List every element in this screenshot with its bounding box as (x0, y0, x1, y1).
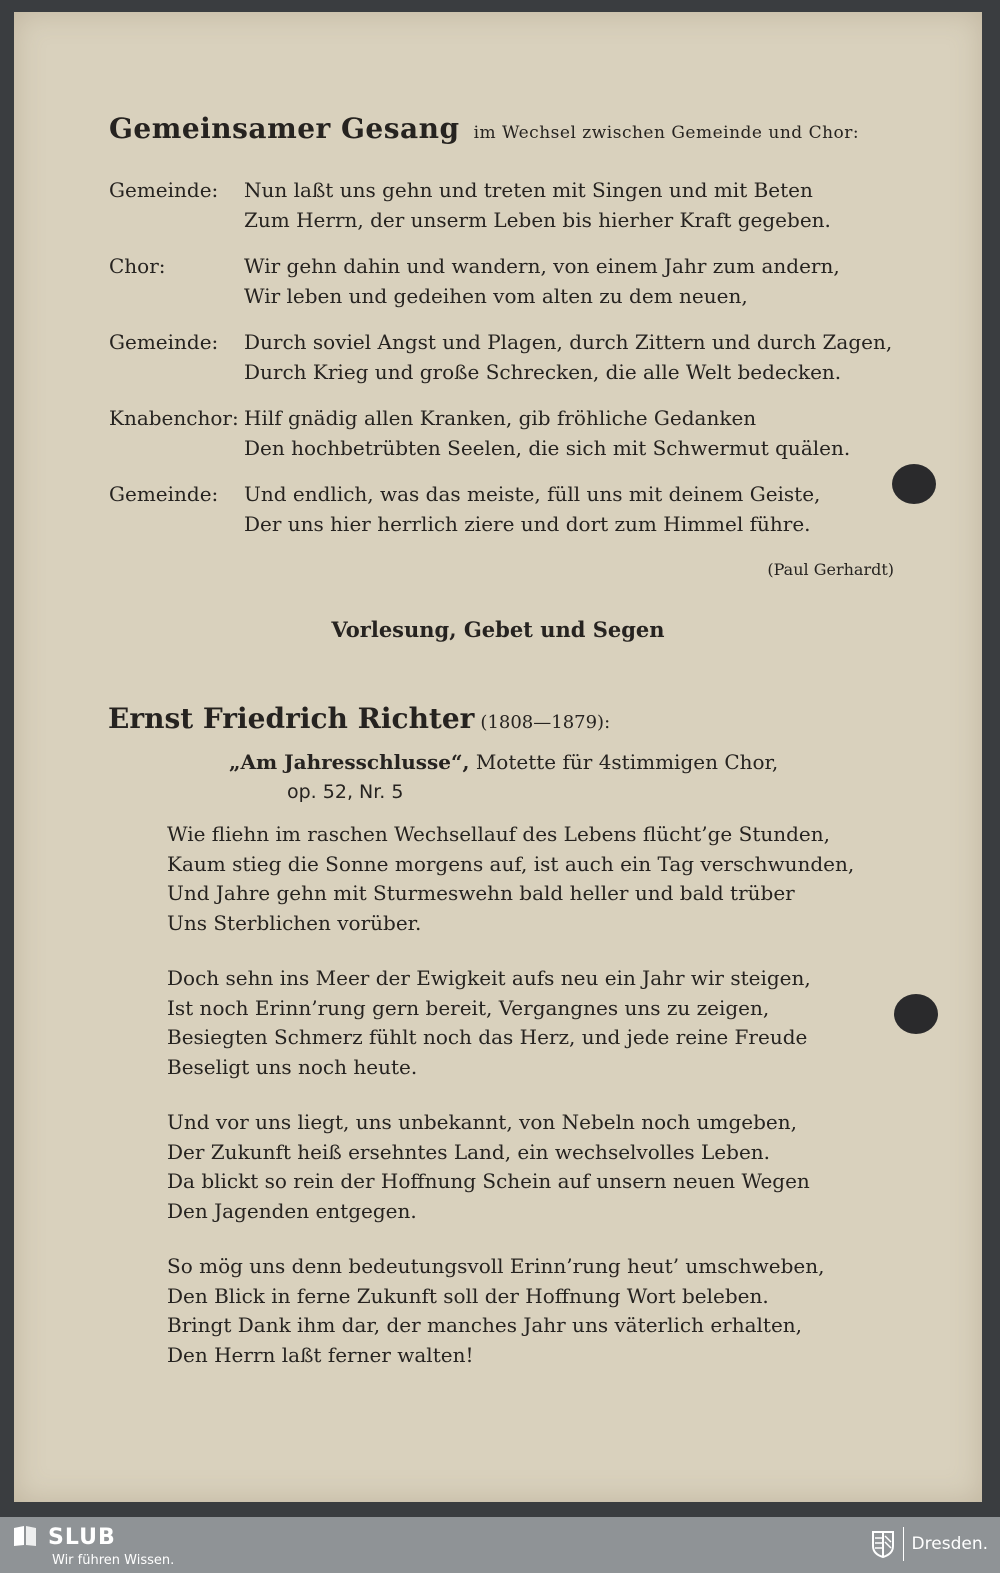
poem-line: Da blickt so rein der Hoffnung Schein auf unsern neuen Wegen (167, 1169, 810, 1193)
work-info (229, 747, 778, 807)
stanza-line: Durch soviel Angst und Plagen, durch Zittern und durch Zagen, (244, 330, 893, 354)
composer-heading (108, 702, 610, 735)
stanza-line: Durch Krieg und große Schrecken, die alle Welt bedecken. (244, 360, 842, 384)
poem-line: Ist noch Erinn’rung gern bereit, Vergangnes uns zu zeigen, (167, 995, 770, 1020)
stanza-line: Und endlich, was das meiste, füll uns mit deinem Geiste, (244, 482, 821, 506)
footer-divider (903, 1527, 904, 1561)
slub-logo[interactable] (12, 1525, 175, 1568)
stanza-lines (244, 251, 909, 311)
stanza-line: Wir gehn dahin und wandern, von einem Jahr zum andern, (244, 254, 840, 278)
poem-verse (167, 964, 927, 1082)
reading-heading: Vorlesung, Gebet und Segen (331, 617, 665, 642)
composer-years: (1808—1879): (480, 712, 611, 733)
poem-line: Kaum stieg die Sonne morgens auf, ist auch ein Tag verschwunden, (167, 851, 855, 876)
stanza-speaker: Gemeinde: (109, 482, 219, 506)
work-title: „Am Jahresschlusse“, (229, 750, 470, 774)
work-description: Motette für 4stimmigen Chor, (475, 750, 779, 774)
poem-line: Den Blick in ferne Zukunft soll der Hoffnung Wort beleben. (167, 1283, 769, 1308)
poem-verse (167, 1108, 927, 1226)
document-page (14, 12, 982, 1502)
poem-line: Und vor uns liegt, uns unbekannt, von Nebeln noch umgeben, (167, 1110, 797, 1134)
poem-line: So mög uns denn bedeutungsvoll Erinn’rung heut’ umschweben, (167, 1254, 825, 1278)
stanza (109, 479, 909, 539)
stanza-line: Hilf gnädig allen Kranken, gib fröhliche Gedanken (244, 406, 757, 430)
poem-verse (167, 820, 927, 938)
logo-name: SLUB (48, 1525, 116, 1550)
dresden-logo[interactable] (871, 1527, 988, 1561)
stanza (109, 175, 909, 235)
section-title-text: Gemeinsamer Gesang (109, 112, 460, 145)
poem-line: Uns Sterblichen vorüber. (167, 910, 422, 935)
section-subtitle: im Wechsel zwischen Gemeinde und Chor: (473, 123, 860, 143)
section-title (109, 112, 859, 145)
composer-name: Ernst Friedrich Richter (108, 702, 475, 735)
work-opus: op. 52, Nr. 5 (287, 781, 404, 803)
dresden-text: Dresden. (911, 1534, 988, 1554)
dresden-crest-icon (871, 1530, 895, 1558)
stanza-line: Zum Herrn, der unserm Leben bis hierher Kraft gegeben. (244, 208, 831, 232)
poem-line: Der Zukunft heiß ersehntes Land, ein wechselvolles Leben. (167, 1139, 771, 1164)
poem-line: Doch sehn ins Meer der Ewigkeit aufs neu ein Jahr wir steigen, (167, 966, 811, 990)
stanza-line: Den hochbetrübten Seelen, die sich mit Schwermut quälen. (244, 436, 851, 460)
stanza (109, 403, 909, 463)
poem-line: Den Jagenden entgegen. (167, 1198, 417, 1223)
stanza-line: Wir leben und gedeihen vom alten zu dem neuen, (244, 284, 748, 308)
footer-bar (0, 1517, 1000, 1573)
stanza-line: Nun laßt uns gehn und treten mit Singen und mit Beten (244, 178, 813, 202)
stanza-lines (244, 479, 909, 539)
stanza-line: Der uns hier herrlich ziere und dort zum Himmel führe. (244, 512, 811, 536)
poem-line: Den Herrn laßt ferner walten! (167, 1342, 474, 1367)
poem-line: Bringt Dank ihm dar, der manches Jahr uns väterlich erhalten, (167, 1313, 803, 1337)
hymn-dialog (109, 175, 909, 555)
stanza-speaker: Gemeinde: (109, 178, 219, 202)
poem-line: Besiegten Schmerz fühlt noch das Herz, und jede reine Freude (167, 1025, 808, 1049)
poem-verse (167, 1252, 927, 1370)
poem-text (167, 820, 927, 1396)
logo-tagline: Wir führen Wissen. (52, 1553, 175, 1568)
stanza-lines (244, 175, 909, 235)
book-icon (12, 1525, 38, 1547)
stanza-lines (244, 327, 909, 387)
stanza-speaker: Knabenchor: (109, 406, 239, 430)
stanza-lines (244, 403, 909, 463)
poem-line: Wie fliehn im raschen Wechsellauf des Lebens flücht’ge Stunden, (167, 822, 830, 846)
stanza-speaker: Chor: (109, 254, 166, 278)
poem-line: Beseligt uns noch heute. (167, 1054, 418, 1079)
stanza-speaker: Gemeinde: (109, 330, 219, 354)
poem-line: Und Jahre gehn mit Sturmeswehn bald heller und bald trüber (167, 881, 795, 905)
author-credit: (Paul Gerhardt) (767, 560, 894, 579)
stanza (109, 327, 909, 387)
stanza (109, 251, 909, 311)
